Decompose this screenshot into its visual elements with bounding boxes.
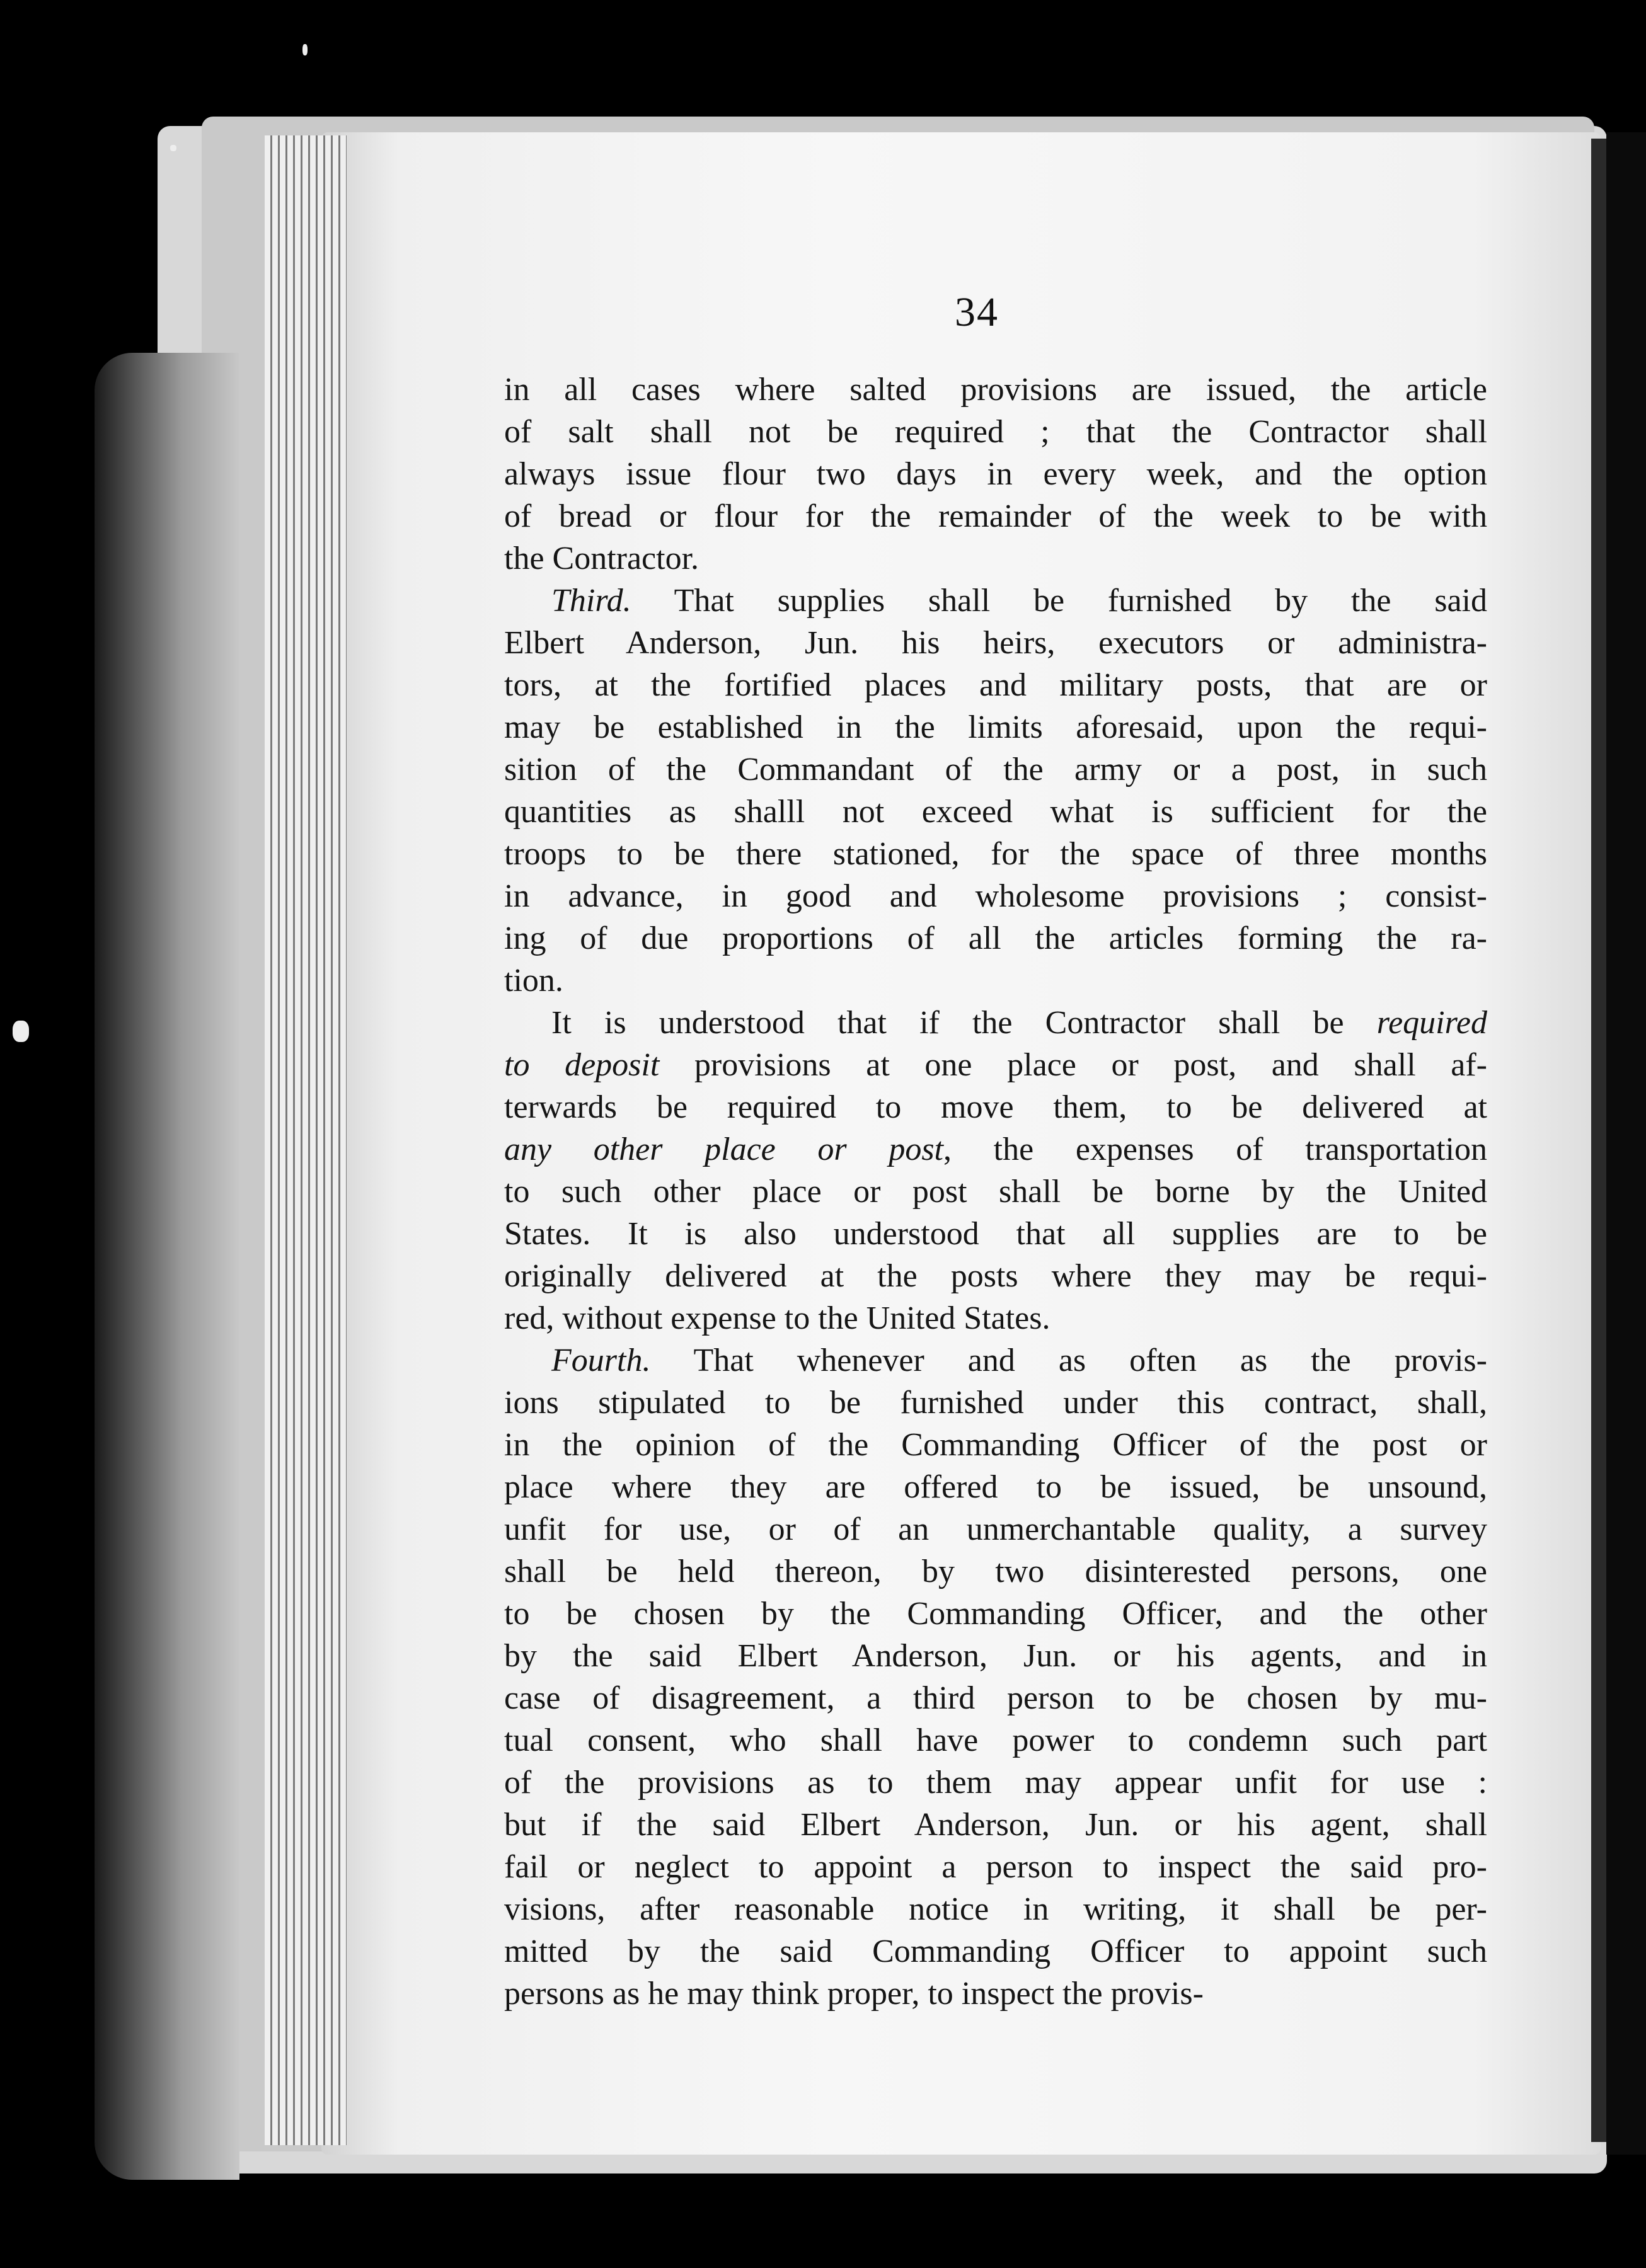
text-segment: red, without expense to the United States. bbox=[504, 1300, 1050, 1336]
text-segment: to such other place or post shall be borne by the United bbox=[504, 1174, 1487, 1210]
italic-text: required bbox=[1376, 1005, 1487, 1041]
text-segment: originally delivered at the posts where they may be requi- bbox=[504, 1258, 1487, 1294]
scan-speck bbox=[170, 145, 176, 151]
text-line bbox=[504, 1508, 1487, 1550]
text-segment: provisions at one place or post, and shall af- bbox=[659, 1047, 1487, 1083]
text-line bbox=[504, 1171, 1487, 1213]
text-line bbox=[504, 1973, 1487, 2015]
text-segment: by the said Elbert Anderson, Jun. or his agents, and in bbox=[504, 1638, 1487, 1674]
text-segment: States. It is also understood that all supplies are to be bbox=[504, 1216, 1487, 1252]
text-segment: quantities as shalll not exceed what is sufficient for the bbox=[504, 794, 1487, 830]
text-segment: to be chosen by the Commanding Officer, and the other bbox=[504, 1596, 1487, 1632]
text-segment: in advance, in good and wholesome provisions ; consist- bbox=[504, 878, 1487, 914]
text-segment: That supplies shall be furnished by the said bbox=[631, 583, 1487, 619]
text-line bbox=[504, 1888, 1487, 1930]
text-line bbox=[504, 1846, 1487, 1888]
text-line bbox=[504, 1593, 1487, 1635]
page-edges bbox=[265, 135, 347, 2145]
text-line bbox=[504, 1635, 1487, 1677]
text-line bbox=[504, 1002, 1487, 1044]
italic-text: Third. bbox=[551, 583, 631, 619]
text-segment: visions, after reasonable notice in writing, it shall be per- bbox=[504, 1891, 1487, 1927]
text-segment: of salt shall not be required ; that the Contractor shall bbox=[504, 414, 1487, 450]
scan-border bbox=[1606, 132, 1646, 2155]
text-segment: tual consent, who shall have power to condemn such part bbox=[504, 1722, 1487, 1758]
text-line bbox=[504, 875, 1487, 917]
text-line bbox=[504, 791, 1487, 833]
text-segment: in all cases where salted provisions are issued, the article bbox=[504, 372, 1487, 408]
text-segment: ions stipulated to be furnished under this contract, shall, bbox=[504, 1385, 1487, 1421]
text-segment: may be established in the limits aforesaid, upon the requi- bbox=[504, 709, 1487, 745]
text-segment: ing of due proportions of all the articles forming the ra- bbox=[504, 920, 1487, 956]
text-line bbox=[504, 1761, 1487, 1804]
page-number: 34 bbox=[955, 289, 999, 335]
text-segment: troops to be there stationed, for the space of three months bbox=[504, 836, 1487, 872]
text-line bbox=[504, 706, 1487, 748]
text-line bbox=[504, 622, 1487, 664]
text-line bbox=[504, 411, 1487, 453]
text-line bbox=[504, 1213, 1487, 1255]
text-segment: fail or neglect to appoint a person to inspect the said pro- bbox=[504, 1849, 1487, 1885]
text-segment: of bread or flour for the remainder of the week to be with bbox=[504, 498, 1487, 534]
text-line bbox=[504, 369, 1487, 411]
text-segment: sition of the Commandant of the army or a post, in such bbox=[504, 752, 1487, 788]
text-segment: place where they are offered to be issued, be unsound, bbox=[504, 1469, 1487, 1505]
text-line bbox=[504, 1255, 1487, 1297]
text-segment: the Contractor. bbox=[504, 541, 699, 576]
text-segment: unfit for use, or of an unmerchantable quality, a survey bbox=[504, 1511, 1487, 1547]
text-line bbox=[504, 537, 1487, 580]
text-line bbox=[504, 917, 1487, 959]
italic-text: Fourth. bbox=[551, 1343, 651, 1378]
text-segment: shall be held thereon, by two disinterested persons, one bbox=[504, 1554, 1487, 1589]
text-line bbox=[504, 1424, 1487, 1466]
text-line bbox=[504, 1128, 1487, 1171]
text-segment: tion. bbox=[504, 963, 563, 999]
text-line bbox=[504, 1086, 1487, 1128]
text-line bbox=[504, 495, 1487, 537]
text-line bbox=[504, 1382, 1487, 1424]
text-segment: persons as he may think proper, to inspect the provis- bbox=[504, 1976, 1204, 2012]
text-line bbox=[504, 959, 1487, 1002]
book-spine-edge bbox=[95, 353, 239, 2180]
text-line bbox=[504, 1550, 1487, 1593]
text-line bbox=[504, 664, 1487, 706]
text-segment: case of disagreement, a third person to be chosen by mu- bbox=[504, 1680, 1487, 1716]
scan-speck bbox=[302, 44, 308, 55]
facing-page-gutter bbox=[1591, 139, 1606, 2142]
text-line bbox=[504, 1339, 1487, 1382]
text-segment: terwards be required to move them, to be delivered at bbox=[504, 1089, 1487, 1125]
text-line bbox=[504, 1677, 1487, 1719]
text-segment: It is understood that if the Contractor shall be bbox=[551, 1005, 1377, 1041]
text-line bbox=[504, 1044, 1487, 1086]
text-line bbox=[504, 1466, 1487, 1508]
text-line bbox=[504, 1297, 1487, 1339]
text-segment: of the provisions as to them may appear unfit for use : bbox=[504, 1765, 1487, 1801]
text-segment: , the expenses of transportation bbox=[943, 1131, 1487, 1167]
text-line bbox=[504, 833, 1487, 875]
text-line bbox=[504, 580, 1487, 622]
text-segment: mitted by the said Commanding Officer to appoint such bbox=[504, 1933, 1487, 1969]
text-segment: but if the said Elbert Anderson, Jun. or his agent, shall bbox=[504, 1807, 1487, 1843]
text-segment: always issue flour two days in every week, and the option bbox=[504, 456, 1487, 492]
text-segment: tors, at the fortified places and military posts, that are or bbox=[504, 667, 1487, 703]
scan-speck bbox=[13, 1021, 29, 1042]
text-line bbox=[504, 748, 1487, 791]
body-text bbox=[504, 369, 1487, 2015]
italic-text: to deposit bbox=[504, 1047, 660, 1083]
text-line bbox=[504, 1719, 1487, 1761]
text-line bbox=[504, 1930, 1487, 1973]
text-segment: in the opinion of the Commanding Officer of the post or bbox=[504, 1427, 1487, 1463]
text-line bbox=[504, 1804, 1487, 1846]
text-segment: That whenever and as often as the provis- bbox=[650, 1343, 1487, 1378]
italic-text: any other place or post bbox=[504, 1131, 943, 1167]
text-segment: Elbert Anderson, Jun. his heirs, executors or administra- bbox=[504, 625, 1487, 661]
text-line bbox=[504, 453, 1487, 495]
